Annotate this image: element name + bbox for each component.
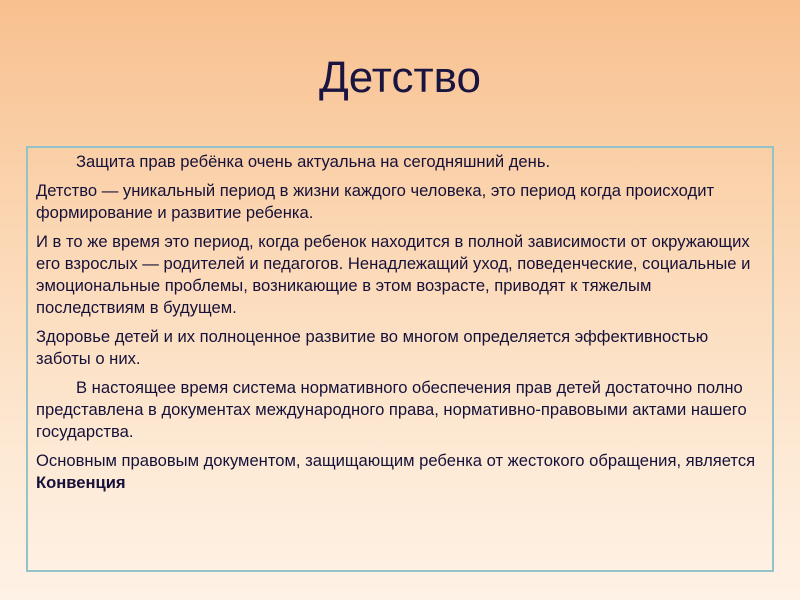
paragraph-legal-system: В настоящее время система нормативного обеспечения прав детей достаточно полно представлена в документах международного права, нормативно-правовыми актами нашего государства. bbox=[36, 378, 747, 441]
paragraph-main-document bbox=[36, 450, 762, 494]
paragraph-dependence: И в то же время это период, когда ребенок находится в полной зависимости от окружающих его взрослых — родителей и педагогов. Ненадлежащий уход, поведенческие, социальные и эмоциональные проблемы, возникающие в этом возрасте, приводят к тяжелым последствиям в будущем. bbox=[36, 232, 751, 317]
paragraph-child-rights: Защита прав ребёнка очень актуальна на сегодняшний день. bbox=[76, 152, 551, 171]
main-document-text: Основным правовым документом, защищающим ребенка от жестокого обращения, является bbox=[36, 451, 756, 470]
slide-title: Детство bbox=[319, 53, 481, 102]
paragraph-childhood: Детство — уникальный период в жизни каждого человека, это период когда происходит формирование и развитие ребенка. bbox=[36, 181, 715, 222]
convention-text: Конвенция bbox=[36, 473, 126, 492]
content-box bbox=[26, 146, 774, 572]
paragraph-health: Здоровье детей и их полноценное развитие во многом определяется эффективностью заботы о них. bbox=[36, 327, 709, 368]
